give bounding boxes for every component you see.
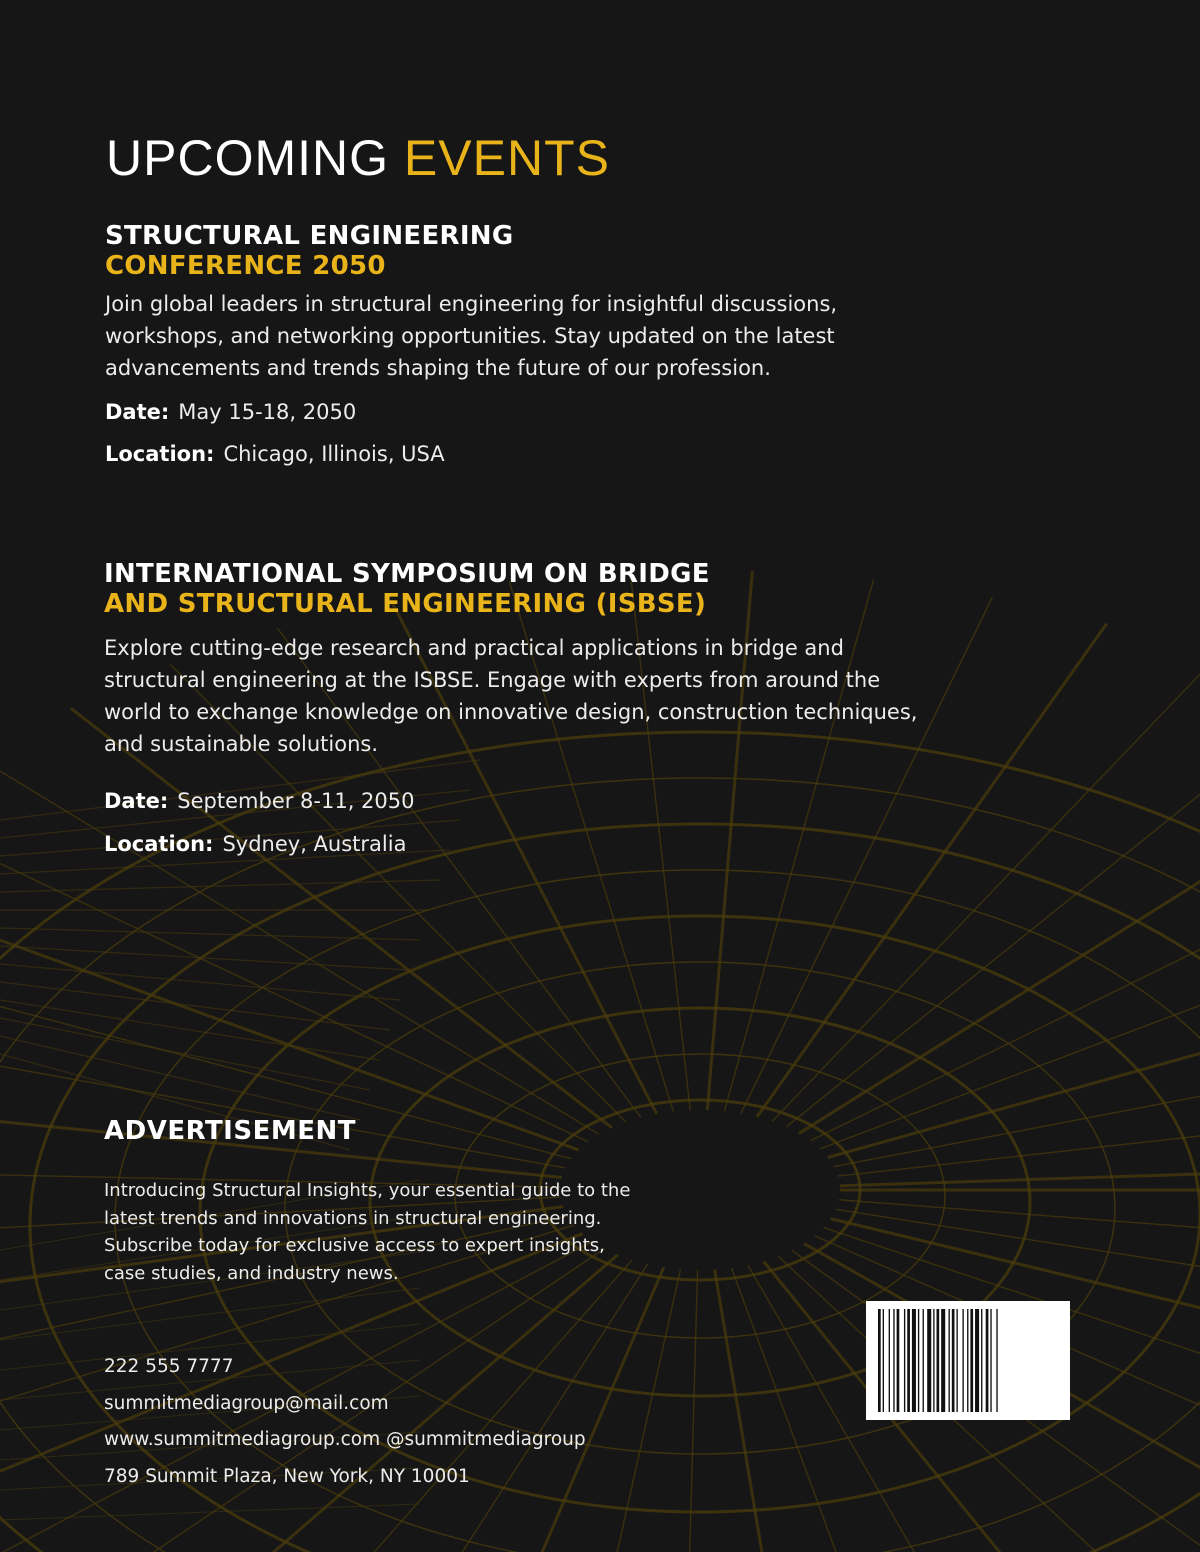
event-title-line2: CONFERENCE 2050 bbox=[105, 251, 386, 281]
advertisement-title: ADVERTISEMENT bbox=[104, 1116, 356, 1146]
event-title bbox=[104, 559, 710, 619]
event-description: Explore cutting-edge research and practical applications in bridge and structural engineering at the ISBSE. Engage with experts from around the world to exchange knowledge on innovative design, construction techniques, and sustainable solutions. bbox=[104, 636, 918, 756]
date-label: Date: bbox=[104, 789, 169, 813]
date-value: May 15-18, 2050 bbox=[178, 400, 357, 424]
contact-address: 789 Summit Plaza, New York, NY 10001 bbox=[104, 1466, 470, 1487]
page-title bbox=[106, 128, 610, 188]
date-label: Date: bbox=[105, 400, 170, 424]
title-word-upcoming: UPCOMING bbox=[106, 130, 389, 186]
location-label: Location: bbox=[105, 442, 215, 466]
title-word-events: EVENTS bbox=[403, 130, 610, 186]
event-location bbox=[105, 440, 445, 468]
location-value: Chicago, Illinois, USA bbox=[223, 442, 445, 466]
date-value: September 8-11, 2050 bbox=[177, 789, 415, 813]
event-location bbox=[104, 830, 406, 858]
event-date bbox=[105, 398, 356, 426]
contact-web-social: www.summitmediagroup.com @summitmediagroup bbox=[104, 1429, 586, 1450]
event-date bbox=[104, 787, 415, 815]
contact-email: summitmediagroup@mail.com bbox=[104, 1393, 389, 1414]
contact-phone: 222 555 7777 bbox=[104, 1356, 234, 1377]
location-value: Sydney, Australia bbox=[222, 832, 407, 856]
barcode bbox=[866, 1301, 1070, 1420]
advertisement-text: Introducing Structural Insights, your essential guide to the latest trends and innovations in structural engineering. Subscribe today for exclusive access to expert insights, case studies, and industry news. bbox=[104, 1180, 631, 1284]
event-title-line1: STRUCTURAL ENGINEERING bbox=[105, 221, 514, 251]
event-description: Join global leaders in structural engineering for insightful discussions, workshops, and networking opportunities. Stay updated on the latest advancements and trends shaping the future of our profession. bbox=[105, 292, 838, 380]
location-label: Location: bbox=[104, 832, 214, 856]
barcode-icon bbox=[876, 1309, 1060, 1412]
event-title-line2: AND STRUCTURAL ENGINEERING (ISBSE) bbox=[104, 589, 707, 619]
event-title bbox=[105, 221, 514, 281]
event-title-line1: INTERNATIONAL SYMPOSIUM ON BRIDGE bbox=[104, 559, 710, 589]
